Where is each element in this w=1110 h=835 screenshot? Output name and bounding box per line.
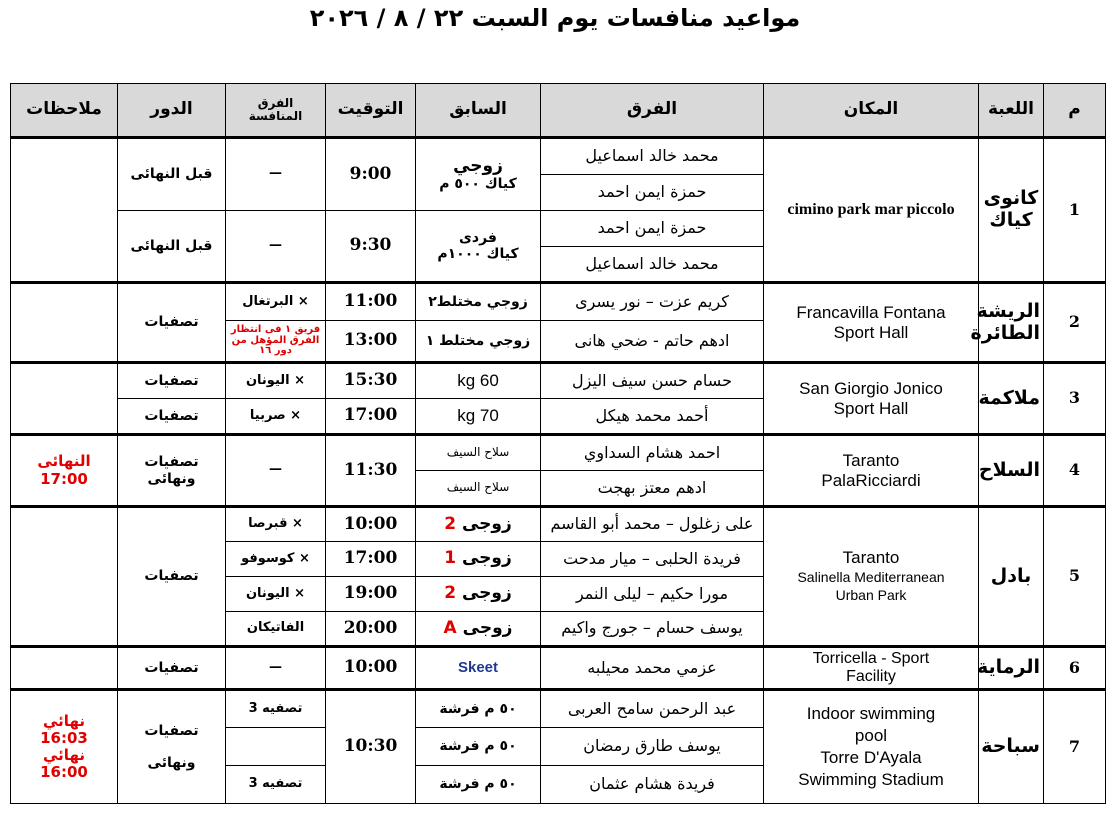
sport-name: السلاح <box>979 435 1044 507</box>
opponent-cell: تصفيه 3 <box>226 766 326 804</box>
race-cell: زوجى 2 <box>416 577 541 612</box>
time-cell: 20:00 <box>326 612 416 647</box>
race-cell: 70 kg <box>416 399 541 435</box>
table-row <box>11 507 1106 542</box>
race-cell: ٥٠ م فرشة <box>416 766 541 804</box>
time-cell: 17:00 <box>326 542 416 577</box>
race-cell: زوجى 1 <box>416 542 541 577</box>
notes-cell: النهائى 17:00 <box>11 435 118 507</box>
sport-name: بادل <box>979 507 1044 647</box>
sport-name: سباحة <box>979 690 1044 804</box>
header-teams: الفرق <box>541 84 764 138</box>
table-row <box>11 690 1106 728</box>
notes-cell <box>11 138 118 283</box>
team-cell: حسام حسن سيف اليزل <box>541 363 764 399</box>
header-place: المكان <box>764 84 979 138</box>
round-cell: قبل النهائى <box>118 138 226 211</box>
venue: Taranto PalaRicciardi <box>764 435 979 507</box>
team-cell: يوسف طارق رمضان <box>541 728 764 766</box>
notes-cell <box>11 647 118 690</box>
venue: Taranto Salinella Mediterranean Urban Park <box>764 507 979 647</box>
time-cell: 10:00 <box>326 647 416 690</box>
header-m: م <box>1044 84 1106 138</box>
time-cell: 19:00 <box>326 577 416 612</box>
venue: Francavilla Fontana Sport Hall <box>764 283 979 363</box>
opponent-cell <box>226 728 326 766</box>
round-cell: تصفيات <box>118 647 226 690</box>
round-cell: تصفيات <box>118 507 226 647</box>
round-cell: تصفيات ونهائى <box>118 690 226 804</box>
race-cell: سلاح السيف <box>416 471 541 507</box>
row-number: 7 <box>1044 690 1106 804</box>
race-cell: زوجى A <box>416 612 541 647</box>
team-cell: حمزة ايمن احمد <box>541 175 764 211</box>
sport-name: كانوى كياك <box>979 138 1044 283</box>
notes-cell: نهائي 16:03 نهائي 16:00 <box>11 690 118 804</box>
time-cell: 11:30 <box>326 435 416 507</box>
round-cell: قبل النهائى <box>118 211 226 283</box>
round-cell: تصفيات ونهائى <box>118 435 226 507</box>
table-row <box>11 363 1106 399</box>
team-cell: على زغلول – محمد أبو القاسم <box>541 507 764 542</box>
time-cell: 13:00 <box>326 321 416 363</box>
team-cell: عزمي محمد محيلبه <box>541 647 764 690</box>
opponent-cell: × صربيا <box>226 399 326 435</box>
row-number: 4 <box>1044 435 1106 507</box>
opponent-cell: × قبرصا <box>226 507 326 542</box>
race-cell: ٥٠ م فرشة <box>416 690 541 728</box>
row-number: 5 <box>1044 507 1106 647</box>
opponent-cell: × اليونان <box>226 577 326 612</box>
round-cell: تصفيات <box>118 363 226 399</box>
race-cell: فردى كياك ١٠٠٠م <box>416 211 541 283</box>
header-row <box>11 84 1106 138</box>
time-cell: 9:00 <box>326 138 416 211</box>
table-row <box>11 138 1106 175</box>
time-cell: 15:30 <box>326 363 416 399</box>
opponent-cell: — <box>226 211 326 283</box>
sport-name: الرماية <box>979 647 1044 690</box>
notes-cell <box>11 507 118 647</box>
time-cell: 10:00 <box>326 507 416 542</box>
opponent-cell: × اليونان <box>226 363 326 399</box>
header-opponent: الفرق المنافسة <box>226 84 326 138</box>
venue: cimino park mar piccolo <box>764 138 979 283</box>
team-cell: عبد الرحمن سامح العربى <box>541 690 764 728</box>
time-cell: 11:00 <box>326 283 416 321</box>
sport-name: الريشة الطائرة <box>979 283 1044 363</box>
header-race: السابق <box>416 84 541 138</box>
race-cell: زوجي مختلط ١ <box>416 321 541 363</box>
opponent-cell: — <box>226 647 326 690</box>
race-cell: ٥٠ م فرشة <box>416 728 541 766</box>
header-round: الدور <box>118 84 226 138</box>
notes-cell <box>11 283 118 363</box>
page-title: مواعيد منافسات يوم السبت ٢٢ / ٨ / ٢٠٢٦ <box>309 4 801 32</box>
team-cell: مورا حكيم – ليلى النمر <box>541 577 764 612</box>
sport-name: ملاكمة <box>979 363 1044 435</box>
race-cell: زوجى 2 <box>416 507 541 542</box>
table-row <box>11 435 1106 471</box>
opponent-cell: × البرتغال <box>226 283 326 321</box>
table-row <box>11 647 1106 690</box>
round-cell: تصفيات <box>118 283 226 363</box>
race-cell: زوجي كياك ٥٠٠ م <box>416 138 541 211</box>
time-cell: 17:00 <box>326 399 416 435</box>
row-number: 1 <box>1044 138 1106 283</box>
race-cell: 60 kg <box>416 363 541 399</box>
row-number: 3 <box>1044 363 1106 435</box>
table-row <box>11 283 1106 321</box>
schedule-table <box>10 83 1106 804</box>
team-cell: فريدة هشام عثمان <box>541 766 764 804</box>
team-cell: احمد هشام السداوي <box>541 435 764 471</box>
team-cell: حمزة ايمن احمد <box>541 211 764 247</box>
round-cell: تصفيات <box>118 399 226 435</box>
header-time: التوقيت <box>326 84 416 138</box>
row-number: 6 <box>1044 647 1106 690</box>
team-cell: محمد خالد اسماعيل <box>541 138 764 175</box>
venue: San Giorgio Jonico Sport Hall <box>764 363 979 435</box>
team-cell: كريم عزت – نور يسرى <box>541 283 764 321</box>
team-cell: محمد خالد اسماعيل <box>541 247 764 283</box>
team-cell: يوسف حسام – جورج واكيم <box>541 612 764 647</box>
notes-cell <box>11 363 118 435</box>
time-cell: 10:30 <box>326 690 416 804</box>
header-game: اللعبة <box>979 84 1044 138</box>
venue: Indoor swimming pool Torre D'Ayala Swimming Stadium <box>764 690 979 804</box>
team-cell: أحمد محمد هيكل <box>541 399 764 435</box>
race-cell: Skeet <box>416 647 541 690</box>
team-cell: ادهم حاتم - ضحي هانى <box>541 321 764 363</box>
opponent-cell: الفاتيكان <box>226 612 326 647</box>
header-notes: ملاحظات <box>11 84 118 138</box>
race-cell: سلاح السيف <box>416 435 541 471</box>
team-cell: فريدة الحلبى – ميار مدحت <box>541 542 764 577</box>
race-cell: زوجي مختلط٢ <box>416 283 541 321</box>
time-cell: 9:30 <box>326 211 416 283</box>
opponent-cell: × كوسوفو <box>226 542 326 577</box>
opponent-cell: — <box>226 435 326 507</box>
team-cell: ادهم معتز بهجت <box>541 471 764 507</box>
opponent-cell: — <box>226 138 326 211</box>
opponent-cell: تصفيه 3 <box>226 690 326 728</box>
row-number: 2 <box>1044 283 1106 363</box>
opponent-cell: فريق ١ فى انتظار الفرق المؤهل من دور ١٦ <box>226 321 326 363</box>
venue: Torricella - Sport Facility <box>764 647 979 690</box>
